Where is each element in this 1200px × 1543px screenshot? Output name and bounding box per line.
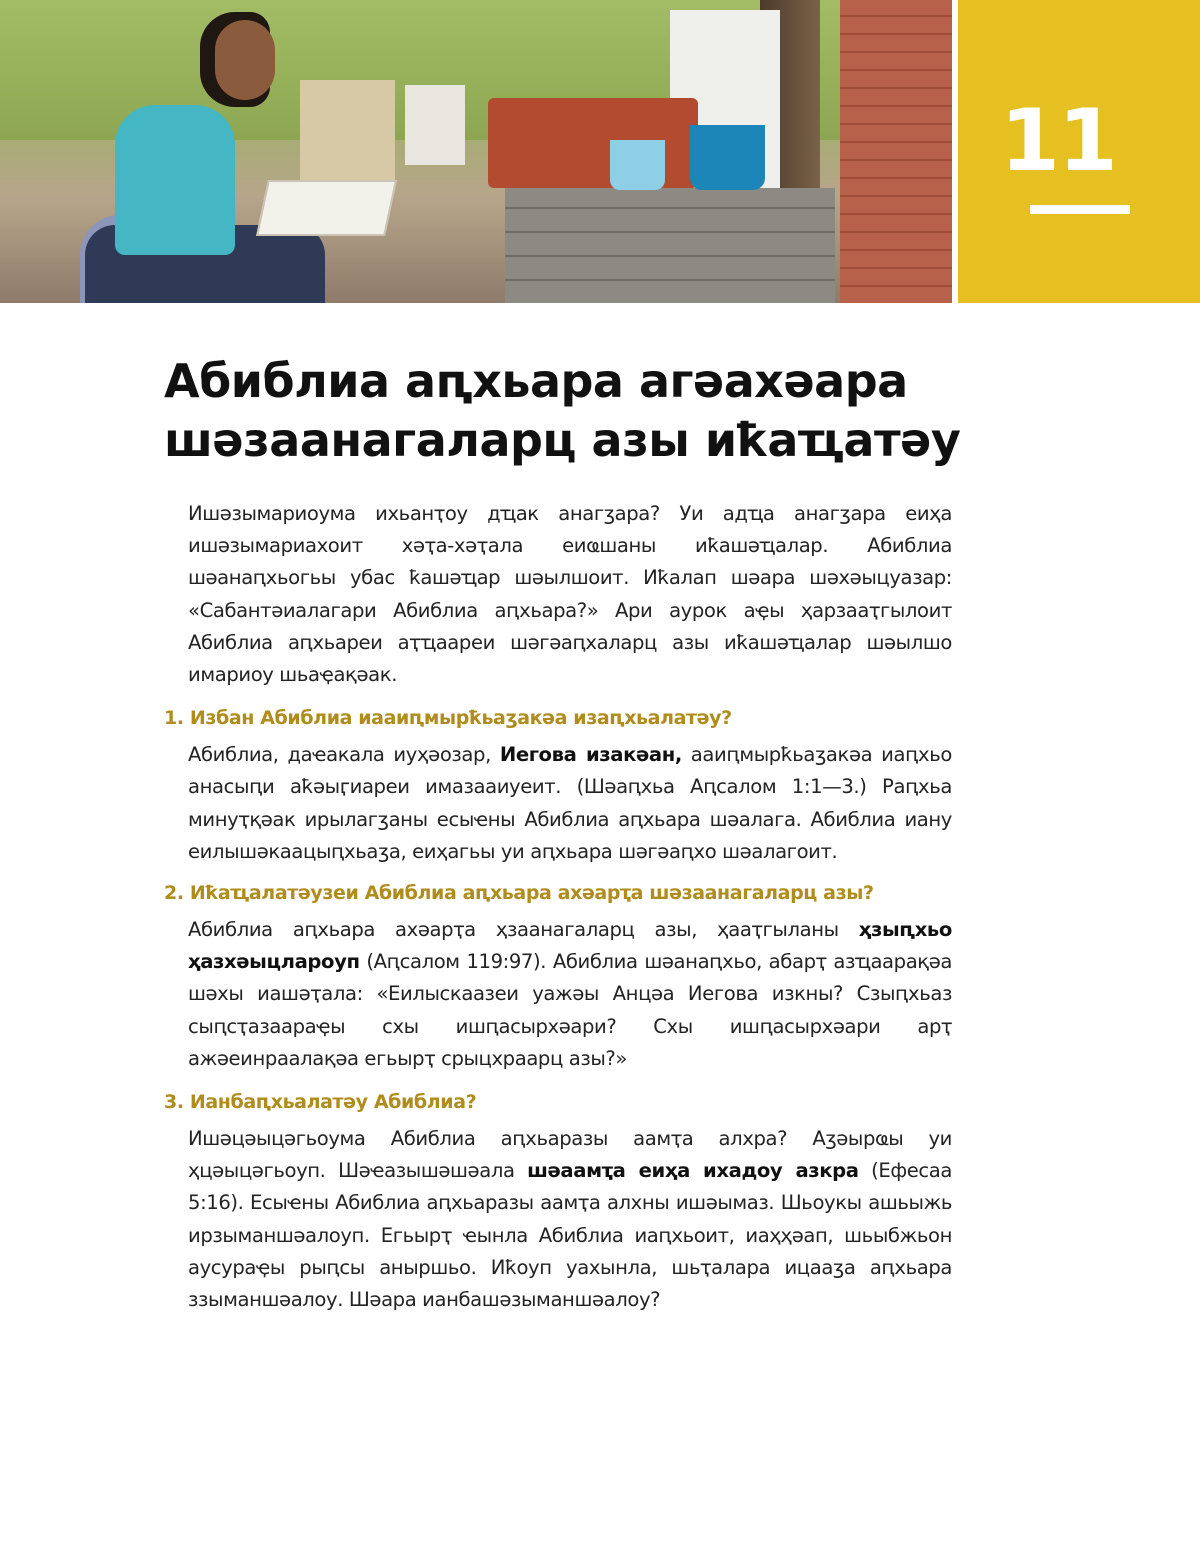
lesson-number-underline	[1030, 205, 1130, 214]
title-line-2: шәзаанагаларц азы иҟаҵатәу	[164, 413, 961, 467]
lesson-body	[164, 498, 952, 1316]
answer-1-bold: Иегова изакәан,	[499, 743, 682, 767]
answer-1-text-b: ааиԥмырҟьаӡакәа иаԥхьо анасыԥи аҟәыӷиареи имазааиуеит. (Шәаԥхьа Аԥсалом 1:1—3.) Раԥхьа минуҭқәак ирылагӡаны есыҽны Абиблиа аԥхьара шәалага. Абиблиа иану еилышәкаацыԥхьаӡа, еиҳагьы уи аԥхьара шәгәаԥхо шәалагоит.	[188, 743, 952, 863]
answer-2-bold: ҳзыԥхьо ҳазхәыцлароуп	[188, 918, 952, 974]
page-title	[164, 352, 1024, 470]
answer-1-text-a: Абиблиа, даҽакала иуҳәозар,	[188, 743, 500, 767]
answer-2-text-b: (Аԥсалом 119:97). Абиблиа шәанаԥхьо, абарҭ азҵаарақәа шәхы иашәҭала: «Еилыскаазеи уажәы Анцәа Иегова изкны? Сзыԥхьаз сыԥсҭазаараҿы схы ишԥасырхәари? Схы ишԥасырхәари арҭ ажәеинраалақәа егьырҭ срыцхраарц азы?»	[188, 950, 952, 1070]
lesson-number-badge	[958, 0, 1200, 303]
lesson-number: 11	[1000, 91, 1116, 191]
answer-1-paragraph	[188, 739, 952, 868]
answer-2-text-a: Абиблиа аԥхьара ахәарҭа ҳзаанагаларц азы, ҳааҭгыланы	[188, 918, 859, 942]
answer-3-bold: шәаамҭа еиҳа ихадоу азкра	[527, 1159, 859, 1183]
answer-3-paragraph	[188, 1123, 952, 1316]
hero-photo	[0, 0, 952, 303]
question-2-heading: 2. Иҟаҵалатәузеи Абиблиа аԥхьара ахәарҭа шәзаанагаларц азы?	[164, 882, 874, 905]
question-1-heading: 1. Избан Абиблиа иааиԥмырҟьаӡакәа изаԥхьалатәу?	[164, 707, 732, 730]
answer-3-text-a: Ишәцәыцәгьоума Абиблиа аԥхьаразы аамҭа алхра? Аӡәырҩы уи ҳцәыцәгьоуп. Шәҽазышәшәала	[188, 1127, 952, 1183]
answer-3-text-b: (Ефесаа 5:16). Есыҽны Абиблиа аԥхьаразы аамҭа алхны ишәымаз. Шьоукы ашьыжь ирзыманшәалоуп. Егьырҭ ҽынла Абиблиа иаԥхьоит, иаҳҳәап, шьыбжьон аусураҿы рыԥсы аныршьо. Иҟоуп уахынла, шьҭалара ицааӡа аԥхьара ззыманшәалоу. Шәара ианбашәзыманшәалоу?	[188, 1159, 952, 1312]
title-line-1: Абиблиа аԥхьара агәахәара	[164, 354, 908, 408]
answer-2-paragraph	[188, 914, 952, 1075]
intro-paragraph: Ишәзымариоума ихьанҭоу дҵак анагӡара? Уи адҵа анагӡара еиҳа ишәзымариахоит хәҭа-хәҭала еиҩшаны иҟашәҵалар. Абиблиа шәанаԥхьогьы убас ҟашәҵар шәылшоит. Иҟалап шәара шәхәыцуазар: «Сабантәиалагари Абиблиа аԥхьара?» Ари аурок аҿы ҳарзааҭгылоит Абиблиа аԥхьареи аҭҵаареи шәгәаԥхаларц азы иҟашәҵалар шәылшо имариоу шьаҿақәак.	[188, 502, 952, 687]
question-3-heading: 3. Ианбаԥхьалатәу Абиблиа?	[164, 1091, 477, 1114]
